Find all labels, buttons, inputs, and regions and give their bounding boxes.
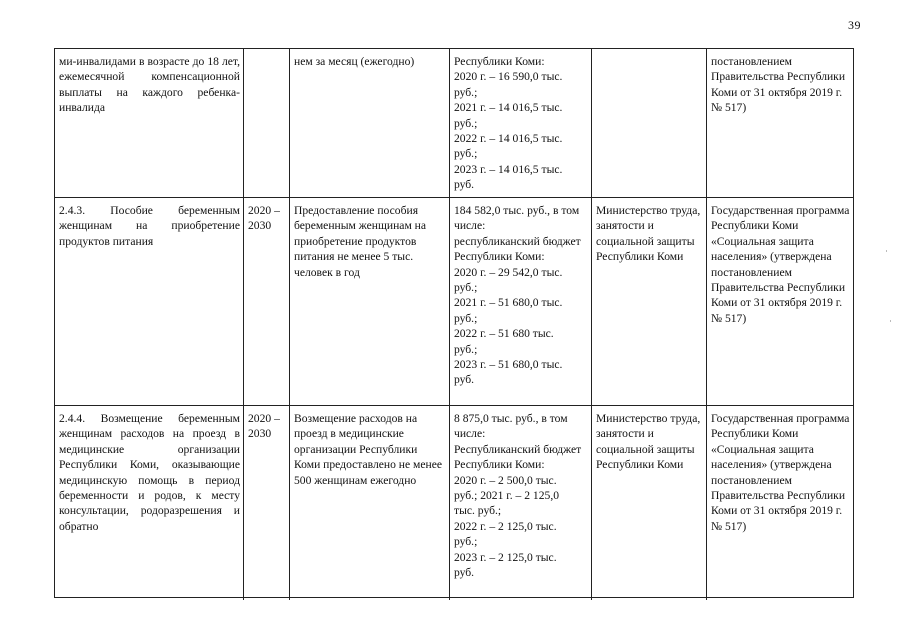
period-cell: 2020 – 2030 (243, 406, 289, 600)
executor-cell (591, 49, 706, 197)
program-cell: постановлением Правительства Республики Коми от 31 октября 2019 г. № 517) (706, 49, 855, 197)
period-cell: 2020 – 2030 (243, 198, 289, 406)
executor-cell: Министерство труда, занятости и социальной защиты Республики Коми (591, 406, 706, 600)
measures-table (54, 48, 854, 598)
program-cell: Государственная программа Республики Коми «Социальная защита населения» (утверждена постановлением Правительства Республики Коми от 31 октября 2019 г. № 517) (706, 198, 855, 406)
result-cell: нем за месяц (ежегодно) (289, 49, 449, 197)
scan-mark (890, 320, 891, 322)
program-cell: Государственная программа Республики Коми «Социальная защита населения» (утверждена постановлением Правительства Республики Коми от 31 октября 2019 г. № 517) (706, 406, 855, 600)
table-row (55, 49, 853, 197)
result-cell: Предоставление пособия беременным женщинам на приобретение продуктов питания не менее 5 тыс. человек в год (289, 198, 449, 406)
measure-name-cell: ми-инвалидами в возрасте до 18 лет, ежемесячной компенсационной выплаты на каждого ребенка-инвалида (59, 55, 240, 115)
scan-mark (886, 250, 887, 252)
period-cell (243, 49, 289, 197)
page-number: 39 (848, 18, 861, 32)
measure-name-cell: 2.4.3. Пособие беременным женщинам на приобретение продуктов питания (59, 204, 240, 248)
table-row (55, 405, 853, 600)
financing-cell: Республики Коми: 2020 г. – 16 590,0 тыс. руб.; 2021 г. – 14 016,5 тыс. руб.; 2022 г. – 14 016,5 тыс. руб.; 2023 г. – 14 016,5 тыс. руб. (449, 49, 591, 197)
financing-cell: 8 875,0 тыс. руб., в том числе: Республиканский бюджет Республики Коми: 2020 г. – 2 500,0 тыс. руб.; 2021 г. – 2 125,0 тыс. руб.; 2022 г. – 2 125,0 тыс. руб.; 2023 г. – 2 125,0 тыс. руб. (449, 406, 591, 600)
result-cell: Возмещение расходов на проезд в медицинские организации Республики Коми предоставлено не менее 500 женщинам ежегодно (289, 406, 449, 600)
financing-cell: 184 582,0 тыс. руб., в том числе: республиканский бюджет Республики Коми: 2020 г. – 29 542,0 тыс. руб.; 2021 г. – 51 680,0 тыс. руб.; 2022 г. – 51 680 тыс. руб.; 2023 г. – 51 680,0 тыс. руб. (449, 198, 591, 406)
measure-name-cell: 2.4.4. Возмещение беременным женщинам расходов на проезд в медицинские организации Республики Коми, оказывающие медицинскую помощь в период беременности и родов, к месту консультации, родоразрешения и обратно (59, 412, 240, 533)
table-row (55, 197, 853, 406)
executor-cell: Министерство труда, занятости и социальной защиты Республики Коми (591, 198, 706, 406)
